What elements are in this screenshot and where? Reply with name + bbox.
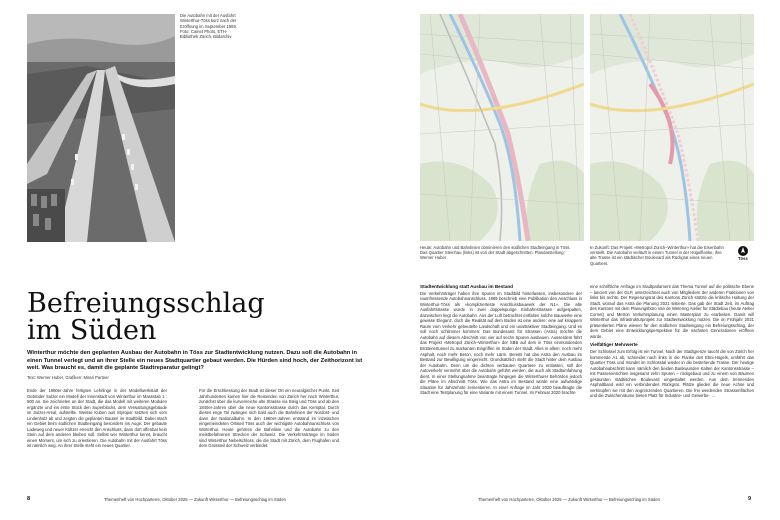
map-future-illustration <box>590 14 754 241</box>
photo-illustration <box>27 14 175 242</box>
body-column-3 <box>420 284 582 399</box>
body-paragraph: Der Schlüssel zum Erfolg ist ein Tunnel. Nach der Stadtgrenze taucht die von Zürich her kommende A1 ab, schneidet nach links in die Flanke des Ebni-Hügels, umfährt das Quartier Töss und mündet im Schlosstal wieder in die bestehende Trasse. Der heutige Autobahnabschnitt kann nämlich den beiden Bankwunden Kalten der Kantonsstrasse – mit Passereinrichten insgesamt zehn Spuren – rückgebaut und zu einem von Bäumen gesäumten städtischen Boulevard umgestaltet werden. Aus dem trennenden Asphaltband wird ein verbindendes Rückgrat. Plätze glieden die neue Achse und verknüpfen sie mit den angrenzenden Quartieren. Die frei werdenden Strassenflächen und die Zwischenräume bieten Platz für Industrie- und Gewerbe- → <box>590 349 754 399</box>
body-paragraph: Für die Erschliessung der Stadt ist dieser Ort ein neuralgischer Punkt. Seit Jahrhunderten kamen hier die Reisenden von Zürich her nach Winterthur, zunächst über die kurvenreiche alte Strasse via Steig und Töss und ab den 1840er-Jahren über die neue Kantonsstrasse durch das Kemptal. Durch dieses enge Tal zwängen sich bald auch die Bahnlinien der Nordost- und dann der Nationalbahn. In den 1960er-Jahren entstand im inzwischen eingemeindeten Ortsteil Töss auch der wichtigste Autobahnanschluss von Winterthur. Heute gehören die Bahnlinie und die Autobahn zu den meistbefahrenen Strecken der Schweiz. Die Verkehrsstränge im Süden sind Winterthur Nebelschloss, die die Stadt mit Zürich, dem Flughafen und dem Grossteil der Schweiz verbindet. <box>199 388 339 449</box>
map-place-label: Töss <box>738 256 748 261</box>
map-today <box>420 14 584 241</box>
page-number-left: 8 <box>27 496 31 502</box>
body-column-1 <box>27 388 167 452</box>
article-credit: Text: Werner Huber, Grafiken: Mirari Partner <box>27 375 109 380</box>
map-today-caption: Heute: Autobahn und Bahnlinien dominieren den südlichen Stadteingang in Töss. Das Quartier Steinhau (links) ist von der Stadt abgeschnitten. Plandarstellung: Werner Huber <box>420 245 571 261</box>
section-heading: Vielfältiger Mehrwerte <box>590 342 638 348</box>
body-paragraph: Die Verkehrsträger haben ihre Spuren im Stadtbild hinterlassen, insbesondere der raumfressende Autobahnanschluss. 1969 beschrieb eine Publikation den Anschluss in Winterthur-Töss als «komplizierteste Anschlussbauwerk der N1». Die alte Ausfahrtstrasse wurde in zwei doppelspurige Einbahnstrassen aufgespalten, dazwischen liegt die Autobahn. Aus der Luft betrachtet entfalten solche Bauwerke eine gewisse Eleganz, doch die Realität auf dem Boden ist eine andere: eine auf knappem Raum vom Verkehr gebeutelte Landschaft und ein unattraktiver Stadteingang. Und es soll noch schlimmer kommen: Das Bundesamt für Strassen (Astra) möchte die Autobahn auf diesem Abschnitt von vier auf sechs Spuren ausbauen. Ausserdem führt das Projekt «Metropol Zürich–Winterthur» der SBB auf dem in Töss einmündenden Brüttenertunnel zu markanten Eingriffen im Süden der Stadt. Alles in allem: noch mehr Asphalt, noch mehr Beton, noch mehr Lärm. Bereits hat das Astra den Ausbau im Bestand zur Bewilligung eingereicht. Grundsätzlich steht die Stadt hinter dem Ausbau der Autobahn. Denn um die dichten verbauten Quartiere zu entlasten, soll der Autoverkehr vermehrt über die Autobahn geführt werden, die auch als Stadtumfahrung dient. In einer Stellungnahme beantragte hingegen die Winterthurer Behörden jedoch die Pläne im Abschnitt Töss. Wie das Astra im Bestand würde eine aufwändige Situation für Jahrzehnte zementieren. In einer Anfrage im Jahr 2020 beauftragte die Stadt eine Testplanung für eine Variante mit einem Tunnel. Im Februar 2020 brachte <box>420 290 582 396</box>
headline-line-2: im Süden <box>27 315 157 346</box>
article-lead: Winterthur möchte den geplanten Ausbau der Autobahn in Töss zur Stadtentwicklung nutzen. Dazu soll die Autobahn in einen Tunnel verlegt und an ihrer Stelle ein neues Stadtquartier gebaut werden. Die Hürden sind hoch, der Zeithorizont ist weit. Was braucht es, damit die geplante Stadtreparatur gelingt? <box>27 350 363 372</box>
map-today-illustration <box>420 14 584 241</box>
body-paragraph: Ende der 1960er-Jahre fertigten Lehrlinge in der Modellwerkstatt der Gebrüder Sulzer ein Modell der Innenstadt von Winterthur im Massstab 1 : 500 an. Sie zeichneten an der Stadt, die das Modell mit weiteren Modulen ergänzte und ins erste Stück den Superblocks, dem Verwaltungsgebäude im Sulzer-Areal, aufstellte. Weisse Kuben aus Styropor setzten sich vom Lindenholz ab und zeigten die geplanten Bauten im Stadtbild. Dabei stach ein Gebiet beim südlichen Stadteingang besonders ins Auge: Der gebaute Ladeweg und neuer Kültzer erreicht den Anschluss, dann dort offenbar kein Stein auf dem anderen bleiben soll. Selbst wer Winterthur kennt, braucht einen Moment, um sich zu orientieren. Die Autobahn mit der Ausfahrt Töss ist nämlich weg. An ihrer Stelle steht ein neues Quartier. <box>27 388 167 449</box>
page-number-right: 9 <box>748 496 752 502</box>
article-headline <box>27 290 307 344</box>
map-future-caption: In Zukunft: Das Projekt «Metropol Zürich–Winterthur» hat die Eisenbahn verstellt. Die Autobahn verläuft in einem Tunnel in der Hügelflanke, ihre alte Trasse ist ein städtischer Boulevard als Rückgrat eines neuen Quartiers. <box>590 245 724 266</box>
map-future <box>590 14 754 241</box>
body-paragraph: eine schriftliche Anfrage im Stadtparlament das Thema Tunnel auf die politische Ebene – lanciert von der GLP, unterzeichnet auch von Mitgliedern der anderen Fraktionen von links bis rechts. Der Regierungsrat des Kantons Zürich stützte die kritische Haltung der Stadt, worauf das Astra die Planung 2021 sistierte. Das gab der Stadt Zeit, im Auftrag des Kantons mit dem Planungsbüro Van de Wetering Atelier für Städtebau (heute Atelier Cornet) und Metron Verkehrsplanung einen Masterplan zu erarbeiten. Damit will Winterthur das Infrastrukturprojekt zur Stadtentwicklung nutzen. Die im Frühjahr 2021 präsentierten Pläne wiesen für den südlichen Stadteingang ein Befreiungsschlag, der dem Gebiet eine Entwicklungsperspektive für die nächsten Generationen eröffnen würde. <box>590 284 754 339</box>
body-column-2 <box>199 388 339 452</box>
running-footer-left: Themenheft von Hochparterre, Oktober 2025 — Zukunft Winterthur — Befreiungsschlag im Süden <box>104 497 287 502</box>
body-column-4 <box>590 284 754 402</box>
historic-aerial-photo <box>27 14 175 242</box>
photo-caption: Die Autobahn mit der Ausfahrt Winterthur-Töss kurz nach der Eröffnung im September 1969. Foto: Comet Photo, ETH-Bibliothek Zürich, Bildarchiv <box>180 13 237 40</box>
running-footer-right: Themenheft von Hochparterre, Oktober 2025 — Zukunft Winterthur — Befreiungsschlag im Süden <box>478 497 661 502</box>
section-heading: Stadtentwicklung statt Ausbau im Bestand <box>420 284 513 289</box>
headline-line-1: Befreiungsschlag <box>27 288 265 319</box>
